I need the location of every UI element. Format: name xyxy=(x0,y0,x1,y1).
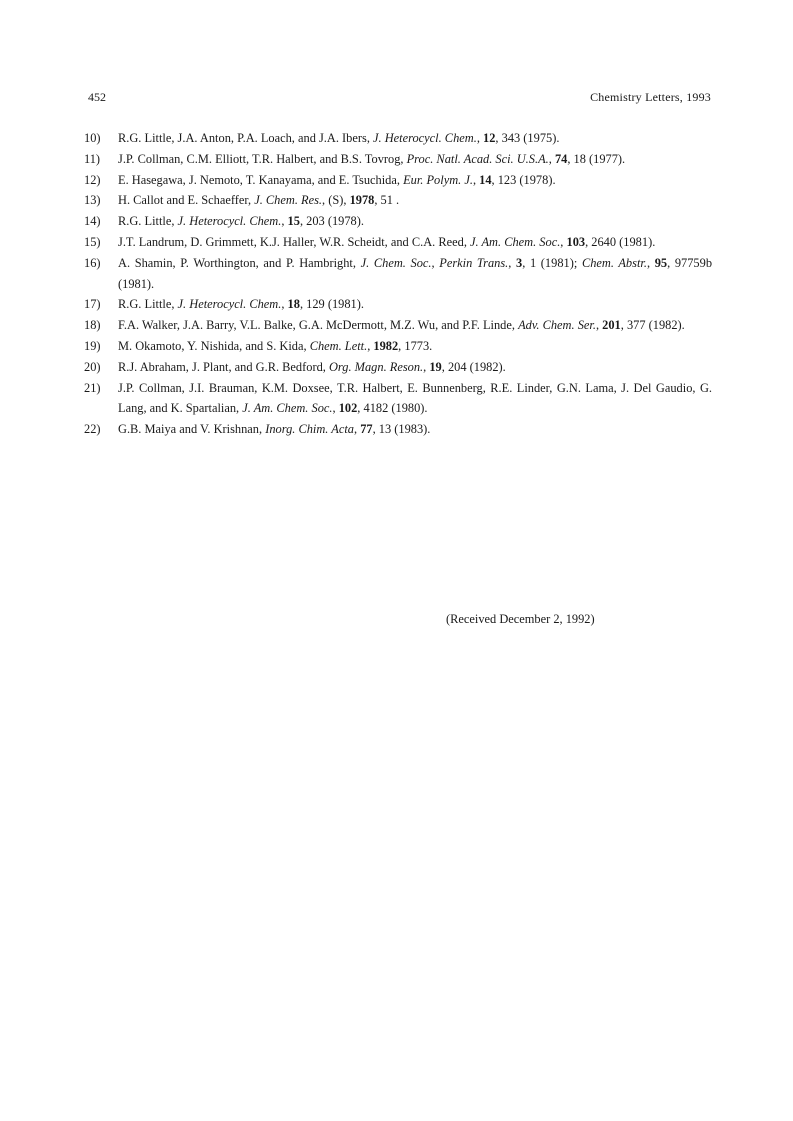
reference-fragment: , 18 (1977). xyxy=(567,151,626,166)
reference-number: 19) xyxy=(84,338,101,353)
reference-fragment: , 13 (1983). xyxy=(372,422,431,437)
volume-number: 95 xyxy=(654,255,668,270)
reference-fragment: J.T. Landrum, D. Grimmett, K.J. Haller, W.R. Scheidt, and C.A. Reed, xyxy=(118,234,471,249)
volume-number: 3 xyxy=(516,255,523,270)
reference-fragment: , xyxy=(281,214,288,229)
reference-fragment: , xyxy=(423,359,430,374)
reference-item xyxy=(84,315,712,336)
reference-text xyxy=(118,214,364,228)
journal-name: Adv. Chem. Ser. xyxy=(518,318,596,333)
reference-text xyxy=(118,152,625,166)
volume-number: 14 xyxy=(479,172,492,187)
reference-item xyxy=(84,128,712,149)
volume-number: 1982 xyxy=(373,338,399,353)
reference-item xyxy=(84,211,712,232)
reference-fragment: , (S), xyxy=(322,193,350,208)
reference-fragment: , 203 (1978). xyxy=(299,214,364,229)
reference-number: 11) xyxy=(84,151,101,166)
reference-fragment: , xyxy=(548,151,555,166)
journal-name: J. Heterocycl. Chem. xyxy=(373,131,477,145)
reference-number: 21) xyxy=(84,380,101,395)
reference-fragment: , 123 (1978). xyxy=(491,172,556,187)
reference-fragment: J.P. Collman, C.M. Elliott, T.R. Halbert, and B.S. Tovrog, xyxy=(118,151,407,166)
reference-text xyxy=(118,381,712,416)
reference-number: 14) xyxy=(84,214,101,229)
journal-name: Chem. Abstr. xyxy=(581,255,647,270)
reference-fragment: , xyxy=(354,422,361,437)
reference-fragment: H. Callot and E. Schaeffer, xyxy=(118,193,255,208)
reference-text xyxy=(118,256,712,291)
reference-text xyxy=(118,131,559,145)
volume-number: 19 xyxy=(429,359,442,374)
reference-fragment: F.A. Walker, J.A. Barry, V.L. Balke, G.A. McDermott, M.Z. Wu, and P.F. Linde, xyxy=(118,318,519,333)
volume-number: 74 xyxy=(554,151,568,166)
reference-number: 20) xyxy=(84,359,101,374)
reference-fragment: , 1 (1981); xyxy=(522,255,582,270)
reference-fragment: , xyxy=(476,131,484,145)
journal-name: Proc. Natl. Acad. Sci. U.S.A. xyxy=(406,151,549,166)
journal-name: Inorg. Chim. Acta xyxy=(265,422,354,437)
reference-fragment: , 1773. xyxy=(398,338,433,353)
reference-fragment: , xyxy=(367,338,374,353)
reference-fragment: G.B. Maiya and V. Krishnan, xyxy=(118,422,266,437)
journal-name: Org. Magn. Reson. xyxy=(328,359,424,374)
reference-number: 15) xyxy=(84,234,101,249)
reference-fragment: , xyxy=(595,318,603,333)
reference-fragment: R.J. Abraham, J. Plant, and G.R. Bedford, xyxy=(118,359,329,374)
reference-item xyxy=(84,170,712,191)
reference-number: 13) xyxy=(84,193,101,208)
reference-fragment: A. Shamin, P. Worthington, and P. Hambright, xyxy=(118,255,361,270)
reference-item xyxy=(84,232,712,253)
reference-fragment: , 97759b (1981). xyxy=(118,255,713,291)
reference-fragment: , 51 . xyxy=(374,193,400,208)
journal-name: J. Heterocycl. Chem. xyxy=(177,297,282,312)
journal-name: J. Heterocycl. Chem. xyxy=(177,214,282,229)
reference-fragment: R.G. Little, xyxy=(118,297,178,312)
reference-text xyxy=(118,422,430,436)
reference-text xyxy=(118,339,432,353)
reference-fragment: , 4182 (1980). xyxy=(357,401,428,416)
reference-fragment: , xyxy=(560,234,567,249)
reference-number: 18) xyxy=(84,318,101,333)
journal-name: J. Am. Chem. Soc. xyxy=(470,234,561,249)
volume-number: 201 xyxy=(602,318,621,333)
reference-fragment: , 129 (1981). xyxy=(299,297,364,312)
reference-fragment: , 2640 (1981). xyxy=(585,234,656,249)
journal-name: J. Chem. Soc., Perkin Trans. xyxy=(360,255,509,270)
reference-text xyxy=(118,297,364,311)
journal-name: Chem. Lett. xyxy=(309,338,368,353)
volume-number: 15 xyxy=(287,214,300,229)
volume-number: 102 xyxy=(338,401,358,416)
reference-fragment: R.G. Little, xyxy=(118,214,178,229)
reference-text xyxy=(118,235,655,249)
reference-fragment: , xyxy=(472,172,480,187)
reference-fragment: R.G. Little, J.A. Anton, P.A. Loach, and J.A. Ibers, xyxy=(118,131,374,145)
reference-number: 12) xyxy=(84,172,101,187)
reference-fragment: J.P. Collman, J.I. Brauman, K.M. Doxsee, T.R. Halbert, E. Bunnenberg, R.E. Linder, G.N. Lama, J. Del Gaudio, G. Lang, and K. Spartalian, xyxy=(118,380,712,416)
page-number: 452 xyxy=(88,90,106,104)
volume-number: 18 xyxy=(287,297,300,312)
reference-text xyxy=(118,193,399,207)
reference-fragment: M. Okamoto, Y. Nishida, and S. Kida, xyxy=(118,338,310,353)
received-date: (Received December 2, 1992) xyxy=(446,612,595,626)
reference-fragment: , 377 (1982). xyxy=(620,318,685,333)
reference-item xyxy=(84,378,712,420)
reference-text xyxy=(118,318,685,332)
reference-fragment: , xyxy=(281,297,288,312)
reference-number: 22) xyxy=(84,422,101,437)
reference-fragment: , xyxy=(646,255,655,270)
reference-fragment: , 204 (1982). xyxy=(441,359,506,374)
reference-item xyxy=(84,357,712,378)
reference-fragment: E. Hasegawa, J. Nemoto, T. Kanayama, and E. Tsuchida, xyxy=(118,172,404,187)
volume-number: 12 xyxy=(483,131,496,145)
reference-fragment: , 343 (1975). xyxy=(495,131,560,145)
volume-number: 103 xyxy=(566,234,586,249)
journal-name: J. Chem. Res. xyxy=(254,193,323,208)
reference-item xyxy=(84,294,712,315)
volume-number: 1978 xyxy=(349,193,375,208)
reference-number: 17) xyxy=(84,297,101,312)
journal-name: J. Am. Chem. Soc. xyxy=(242,401,333,416)
reference-text xyxy=(118,173,556,187)
reference-list xyxy=(84,128,712,440)
reference-fragment: , xyxy=(332,401,339,416)
running-head: Chemistry Letters, 1993 xyxy=(590,90,711,104)
reference-number: 16) xyxy=(84,255,101,270)
reference-item xyxy=(84,190,712,211)
reference-item xyxy=(84,149,712,170)
journal-name: Eur. Polym. J. xyxy=(403,172,473,187)
reference-item xyxy=(84,336,712,357)
reference-item xyxy=(84,253,712,295)
reference-item xyxy=(84,419,712,440)
reference-text xyxy=(118,360,506,374)
reference-number: 10) xyxy=(84,131,101,145)
reference-fragment: , xyxy=(508,255,517,270)
volume-number: 77 xyxy=(360,422,373,437)
